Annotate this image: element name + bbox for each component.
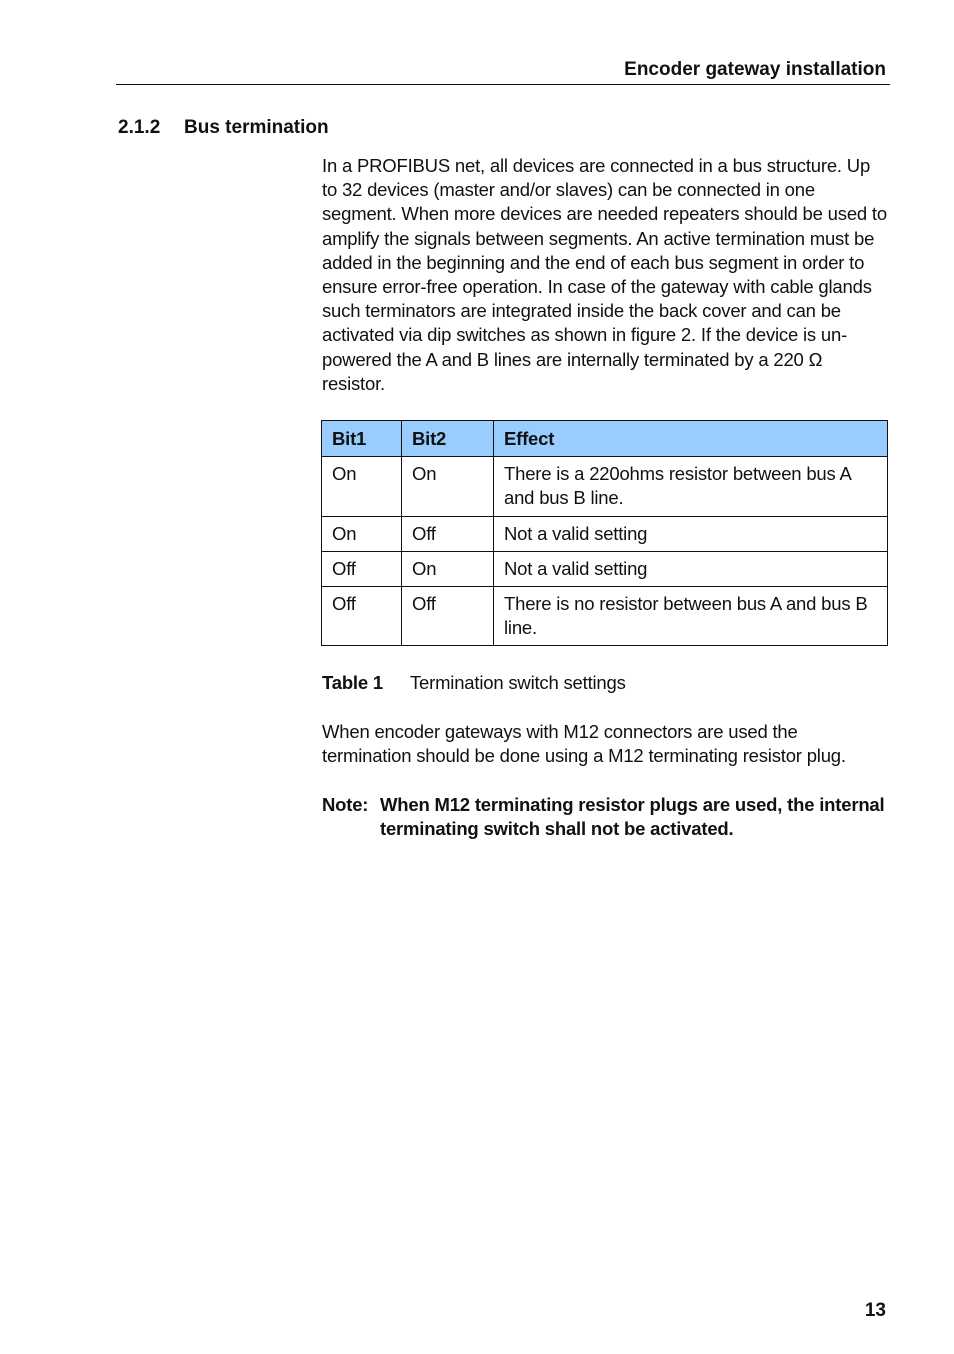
section-title: Bus termination [184, 117, 329, 138]
header-bit1: Bit1 [322, 421, 402, 457]
m12-paragraph: When encoder gateways with M12 connectors are used the termination should be done using a M12 terminating resistor plug. [322, 721, 846, 767]
cell-effect: Not a valid setting [494, 516, 888, 551]
cell-effect: There is no resistor between bus A and bus B line. [494, 587, 888, 646]
cell-bit2: Off [402, 516, 494, 551]
note [322, 793, 888, 841]
cell-bit2: On [402, 551, 494, 586]
termination-table [321, 420, 888, 646]
table-caption [322, 671, 888, 695]
table-row [322, 551, 888, 586]
table-row [322, 587, 888, 646]
table-row [322, 457, 888, 516]
page-number: 13 [864, 1300, 886, 1321]
section-number: 2.1.2 [118, 117, 161, 138]
cell-bit1: On [322, 516, 402, 551]
note-text: When M12 terminating resistor plugs are used, the internal terminating switch shall not be activated. [380, 794, 885, 840]
header-bit2: Bit2 [402, 421, 494, 457]
cell-bit2: On [402, 457, 494, 516]
cell-bit1: Off [322, 551, 402, 586]
caption-text: Termination switch settings [410, 672, 626, 693]
table-header-row [322, 421, 888, 457]
table-row [322, 516, 888, 551]
cell-effect: There is a 220ohms resistor between bus A and bus B line. [494, 457, 888, 516]
cell-bit2: Off [402, 587, 494, 646]
cell-bit1: On [322, 457, 402, 516]
note-label: Note: [322, 794, 369, 815]
header-effect: Effect [494, 421, 888, 457]
intro-paragraph: In a PROFIBUS net, all devices are connected in a bus structure. Up to 32 devices (master and/or slaves) can be connected in one segment. When more devices are needed repeaters should be used to amplify the signals between segments. An active termination must be added in the beginning and the end of each bus segment in order to ensure error-free operation. In case of the gateway with cable glands such terminators are integrated inside the back cover and can be activated via dip switches as shown in figure 2. If the device is un-powered the A and B lines are internally terminated by a 220 Ω resistor. [322, 155, 887, 394]
running-header: Encoder gateway installation [116, 58, 890, 85]
cell-bit1: Off [322, 587, 402, 646]
section-heading [118, 116, 329, 140]
cell-effect: Not a valid setting [494, 551, 888, 586]
caption-label: Table 1 [322, 672, 383, 693]
